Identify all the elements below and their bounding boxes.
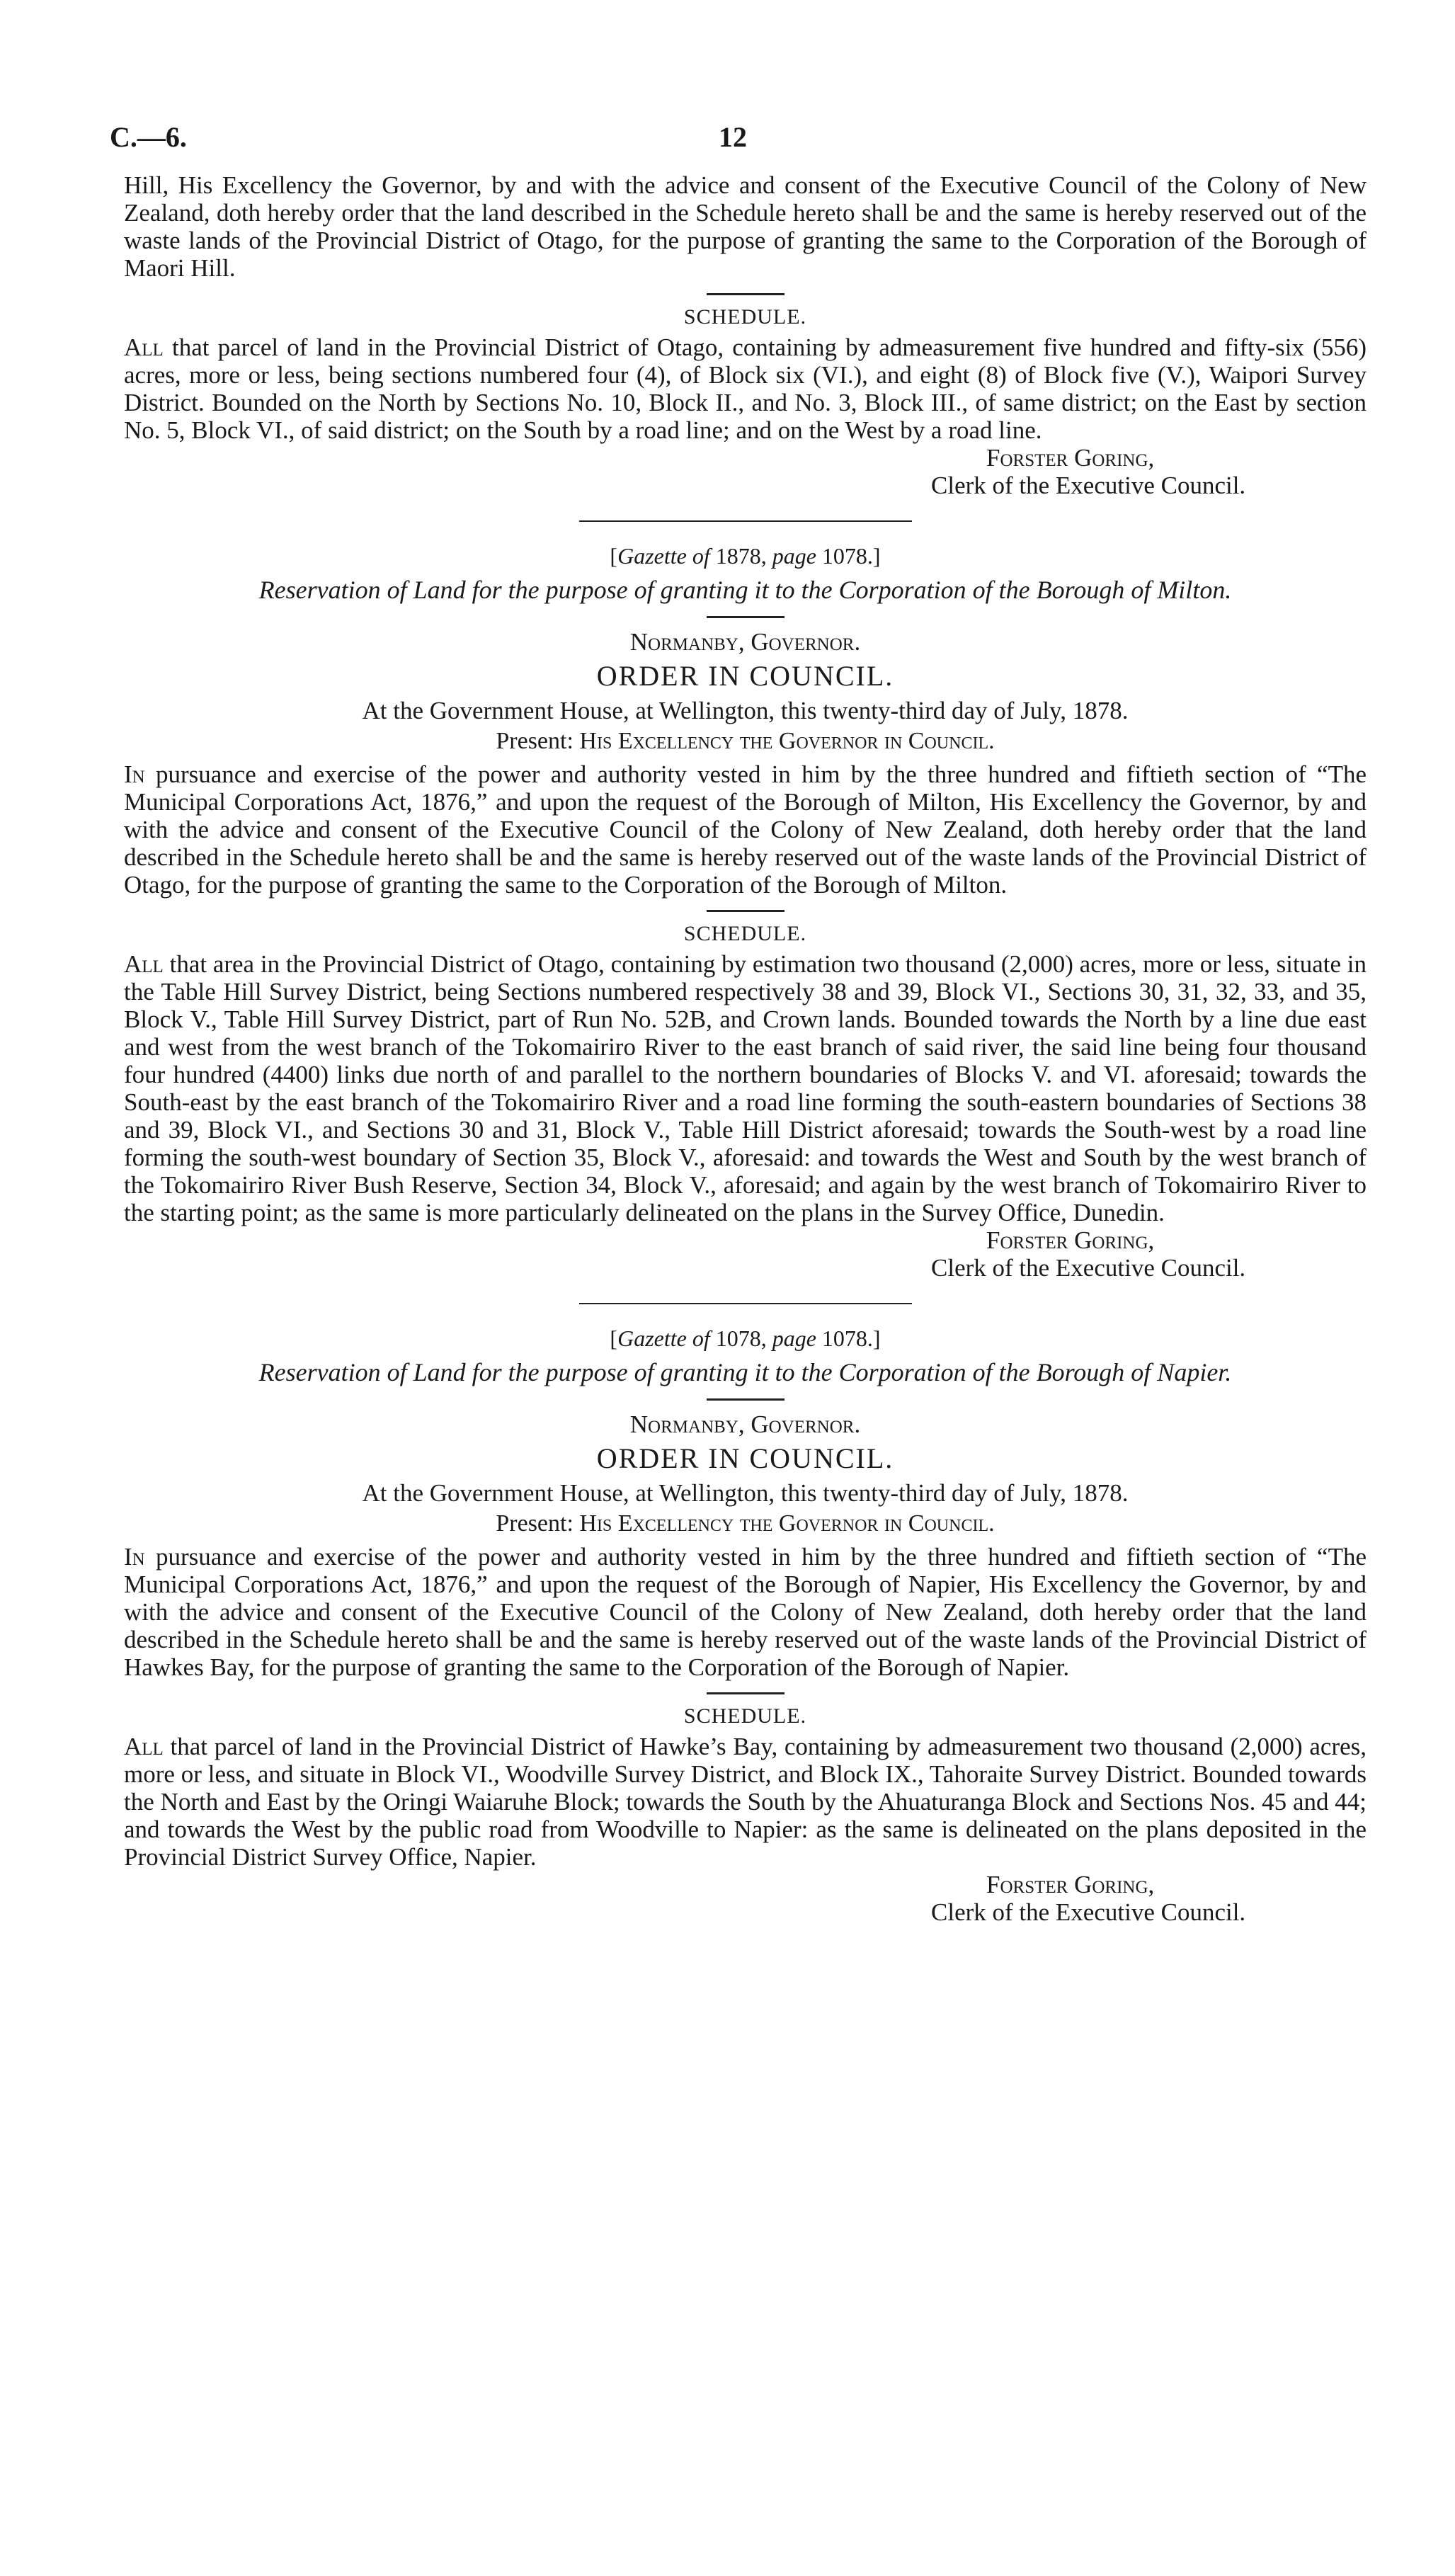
gazette-reference: [Gazette of 1878, page 1078.]: [610, 543, 881, 569]
order-body: [124, 760, 1366, 899]
signatory-title: Clerk of the Executive Council.: [931, 1254, 1246, 1282]
signatory-name: Forster Goring,: [986, 1226, 1155, 1254]
body-text: pursuance and exercise of the power and authority vested in him by the three hundred and fiftieth section of “The Municipal Corporations Act, 1876,” and upon the request of the Borough of Milton, His Excellency the Governor, by and with the advice and consent of the Executive Council of the Colony of New Zealand, doth hereby order that the land described in the Schedule hereto shall be and the same is hereby reserved out of the waste lands of the Provincial District of Otago, for the purpose of granting the same to the Corporation of the Borough of Milton.: [124, 760, 1367, 899]
schedule-heading: SCHEDULE.: [683, 305, 807, 329]
section-title: Reservation of Land for the purpose of granting it to the Corporation of the Borough of Milton.: [258, 576, 1232, 604]
schedule-lead-word: All: [124, 950, 164, 978]
short-divider: [707, 616, 784, 618]
signatory-name: Forster Goring,: [986, 1871, 1155, 1898]
signature-block: [931, 444, 1366, 499]
short-divider: [707, 293, 784, 295]
schedule-paragraph: [124, 950, 1366, 1226]
signatory-title: Clerk of the Executive Council.: [931, 472, 1246, 499]
section-title: Reservation of Land for the purpose of granting it to the Corporation of the Borough of Napier.: [258, 1358, 1232, 1386]
document-page: [110, 120, 1367, 1926]
page-header: [110, 120, 1366, 171]
schedule-paragraph: [124, 1733, 1366, 1871]
schedule-text: that area in the Provincial District of Otago, containing by estimation two thousand (2,000) acres, more or less, situate in the Table Hill Survey District, being Sections numbered respectively 38 and 39, Block VI., Sections 30, 31, 32, 33, and 35, Block V., Table Hill Survey District, part of Run No. 52B, and Crown lands. Bounded towards the North by a line due east and west from the west branch of the Tokomairiro River to the east branch of said river, the said line being four thousand four hundred (4400) links due north of and parallel to the northern boundaries of Blocks V. and VI. aforesaid; towards the South-east by the east branch of the Tokomairiro River and a road line forming the south-eastern boundaries of Sections 38 and 39, Block VI., and Sections 30 and 31, Block V., Table Hill District aforesaid; towards the South-west by a road line forming the south-west boundary of Section 35, Block V., aforesaid: and towards the West and South by the west branch of the Tokomairiro River Bush Reserve, Section 34, Block V., aforesaid; and again by the west branch of Tokomairiro River to the starting point; as the same is more particularly delineated on the plans in the Survey Office, Dunedin.: [124, 950, 1367, 1226]
signature-block: [931, 1226, 1366, 1282]
body-lead-word: In: [124, 760, 145, 788]
body-lead-word: In: [124, 1543, 145, 1571]
place-date-line: At the Government House, at Wellington, this twenty-third day of July, 1878.: [362, 697, 1129, 724]
order-heading: ORDER IN COUNCIL.: [596, 660, 894, 692]
paper-reference: C.—6.: [110, 121, 187, 153]
schedule-text: that parcel of land in the Provincial District of Otago, containing by admeasurement five hundred and fifty-six (556) acres, more or less, being sections numbered four (4), of Block six (VI.), and eight (8) of Block five (V.), Waipori Survey District. Bounded on the North by Sections No. 10, Block II., and No. 3, Block III., of same district; on the East by section No. 5, Block VI., of said district; on the South by a road line; and on the West by a road line.: [124, 334, 1366, 444]
gazette-reference: [Gazette of 1078, page 1078.]: [610, 1326, 881, 1351]
schedule-lead-word: All: [124, 334, 164, 361]
signature-block: [931, 1871, 1366, 1926]
schedule-text: that parcel of land in the Provincial District of Hawke’s Bay, containing by admeasurement two thousand (2,000) acres, more or less, and situate in Block VI., Woodville Survey District, and Block IX., Tahoraite Survey District. Bounded towards the North and East by the Oringi Waiaruhe Block; towards the South by the Ahuaturanga Block and Sections Nos. 45 and 44; and towards the West by the public road from Woodville to Napier: as the same is delineated on the plans deposited in the Provincial District Survey Office, Napier.: [124, 1733, 1367, 1871]
place-date-line: At the Government House, at Wellington, this twenty-third day of July, 1878.: [362, 1479, 1129, 1507]
schedule-heading: SCHEDULE.: [683, 1704, 807, 1728]
page-number: 12: [719, 121, 747, 153]
present-line: Present: His Excellency the Governor in Council.: [496, 1510, 995, 1537]
short-divider: [707, 1398, 784, 1401]
short-divider: [707, 910, 784, 912]
section-divider: [579, 1303, 912, 1304]
signatory-name: Forster Goring,: [986, 444, 1155, 472]
body-text: pursuance and exercise of the power and authority vested in him by the three hundred and fiftieth section of “The Municipal Corporations Act, 1876,” and upon the request of the Borough of Napier, His Excellency the Governor, by and with the advice and consent of the Executive Council of the Colony of New Zealand, doth hereby order that the land described in the Schedule hereto shall be and the same is hereby reserved out of the waste lands of the Provincial District of Hawkes Bay, for the purpose of granting the same to the Corporation of the Borough of Napier.: [124, 1543, 1367, 1681]
schedule-paragraph: [124, 334, 1366, 444]
short-divider: [707, 1692, 784, 1694]
order-heading: ORDER IN COUNCIL.: [596, 1442, 894, 1474]
order-body: [124, 1543, 1366, 1681]
governor-line: Normanby, Governor.: [629, 1410, 861, 1438]
intro-paragraph: Hill, His Excellency the Governor, by and with the advice and consent of the Executive Council of the Colony of New Zealand, doth hereby order that the land described in the Schedule hereto shall be and the same is hereby reserved out of the waste lands of the Provincial District of Otago, for the purpose of granting the same to the Corporation of the Borough of Maori Hill.: [124, 171, 1366, 282]
signatory-title: Clerk of the Executive Council.: [931, 1898, 1246, 1926]
governor-line: Normanby, Governor.: [629, 628, 861, 656]
section-divider: [579, 520, 912, 522]
schedule-heading: SCHEDULE.: [683, 922, 807, 945]
present-line: Present: His Excellency the Governor in Council.: [496, 728, 995, 754]
schedule-lead-word: All: [124, 1733, 164, 1760]
